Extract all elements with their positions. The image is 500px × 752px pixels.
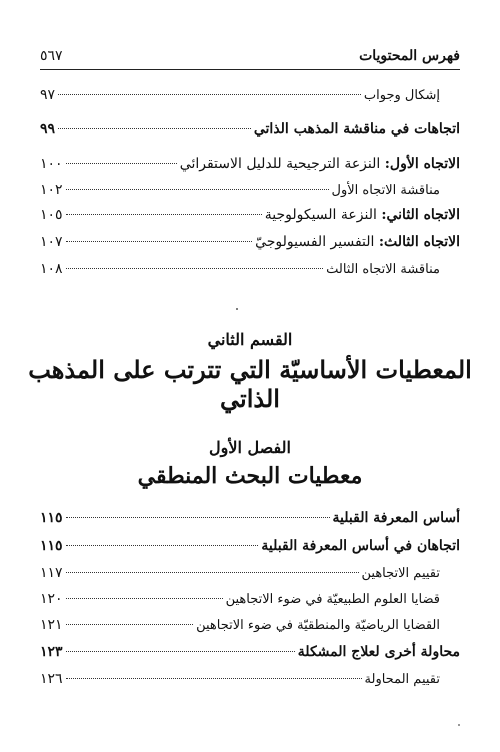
toc-entry-label: مناقشة الاتجاه الأول (331, 183, 440, 198)
toc-entry-label: أساس المعرفة القبلية (332, 510, 460, 526)
toc-leader (66, 241, 253, 242)
toc-leader (66, 651, 295, 652)
toc-entry[interactable] (40, 643, 460, 661)
chapter-label: الفصل الأول (209, 438, 291, 457)
toc-entry-page: ٩٧ (40, 87, 56, 103)
toc-entry[interactable] (40, 181, 440, 200)
toc-entry-page: ١١٧ (40, 565, 63, 581)
toc-entry-page: ٩٩ (40, 121, 56, 137)
toc-entry-page: ١٠٥ (40, 207, 63, 223)
toc-entry-label: اتجاهان في أساس المعرفة القبلية (261, 538, 460, 554)
toc-entry-label: قضايا العلوم الطبيعيّة في ضوء الاتجاهين (225, 592, 440, 607)
toc-entry-label: اتجاهات في مناقشة المذهب الذاتي (253, 121, 460, 137)
toc-entry-page: ١٢٠ (40, 591, 63, 607)
toc-leader (66, 163, 177, 164)
toc-entry[interactable] (40, 616, 440, 635)
header-rule (40, 69, 460, 70)
toc-entry-page: ١٢١ (40, 617, 63, 633)
toc-entry-page: ١١٥ (40, 510, 63, 526)
toc-entry-page: ١٠٠ (40, 156, 63, 172)
toc-entry[interactable] (40, 590, 440, 609)
toc-entry[interactable] (40, 233, 460, 251)
section-label: القسم الثاني (207, 330, 293, 349)
toc-leader (58, 94, 361, 95)
toc-leader (66, 678, 362, 679)
toc-leader (66, 624, 194, 625)
chapter-title: معطيات البحث المنطقي (137, 463, 363, 489)
toc-leader (66, 189, 329, 190)
toc-entry[interactable] (40, 86, 440, 105)
toc-entry-label: الاتجاه الثالث: التفسير الفسيولوجيّ (255, 234, 460, 250)
toc-entry-label: تقييم المحاولة (364, 672, 440, 687)
toc-entry[interactable] (40, 206, 460, 224)
toc-entry-page: ١١٥ (40, 538, 63, 554)
toc-leader (58, 128, 251, 129)
toc-leader (66, 517, 330, 518)
header-page-number: ٥٦٧ (40, 48, 63, 64)
toc-leader (66, 598, 223, 599)
toc-entry-page: ١٠٢ (40, 182, 63, 198)
section-title: المعطيات الأساسيّة التي تترتب على المذهب الذاتي (28, 355, 472, 413)
toc-entry-page: ١٠٧ (40, 234, 63, 250)
toc-leader (66, 572, 359, 573)
toc-entry-label: محاولة أخرى لعلاج المشكلة (297, 644, 460, 660)
toc-entry[interactable] (40, 155, 460, 173)
toc-entry[interactable] (40, 120, 460, 138)
toc-entry-label: تقييم الاتجاهين (361, 566, 440, 581)
toc-entry[interactable] (40, 670, 440, 689)
toc-entry-page: ١٢٦ (40, 671, 63, 687)
toc-entry[interactable] (40, 260, 440, 279)
toc-entry[interactable] (40, 537, 460, 555)
toc-entry-label: مناقشة الاتجاه الثالث (326, 262, 440, 277)
toc-entry-label: إشكال وجواب (363, 88, 440, 103)
toc-entry-page: ١٢٣ (40, 644, 63, 660)
toc-leader (66, 545, 259, 546)
print-speck (458, 724, 460, 726)
toc-entry[interactable] (40, 509, 460, 527)
toc-entry-label: القضايا الرياضيّة والمنطقيّة في ضوء الاتجاهين (196, 618, 440, 633)
toc-leader (66, 268, 324, 269)
toc-entry-label: الاتجاه الثاني: النزعة السيكولوجية (264, 207, 460, 223)
toc-entry-label: الاتجاه الأول: النزعة الترجيحية للدليل الاستقرائي (179, 156, 460, 172)
print-speck (236, 308, 238, 310)
toc-entry-page: ١٠٨ (40, 261, 63, 277)
toc-entry[interactable] (40, 564, 440, 583)
toc-leader (66, 214, 262, 215)
running-header (40, 48, 460, 64)
header-title: فهرس المحتويات (359, 48, 460, 64)
